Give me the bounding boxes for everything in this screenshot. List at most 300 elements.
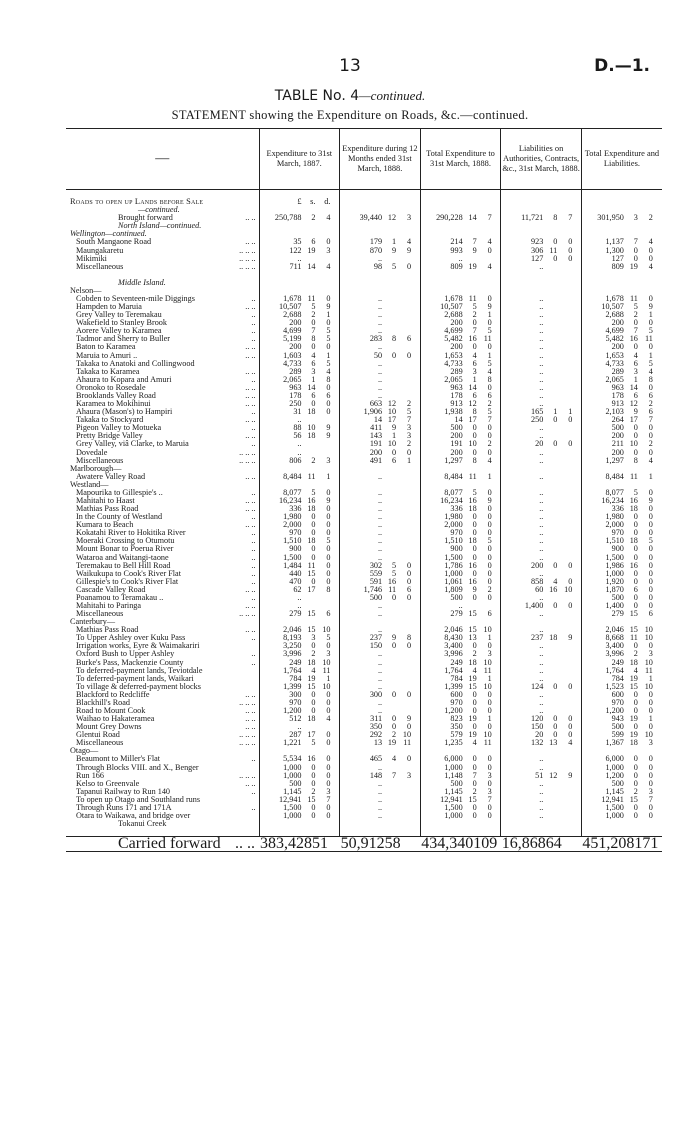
pounds: ..	[378, 496, 383, 505]
row-label-text: Nelson—	[70, 286, 102, 295]
amount-cell	[501, 489, 582, 497]
pence: 5	[326, 335, 331, 344]
pounds: 12,941	[601, 795, 624, 804]
row-label	[66, 755, 259, 763]
shillings: 11	[388, 585, 397, 594]
leader-dots: .. ..	[245, 521, 256, 530]
pounds: 200	[611, 432, 624, 441]
amount-cell	[501, 360, 582, 368]
amount-cell	[259, 505, 340, 513]
table-row	[66, 384, 662, 392]
pence: 11	[483, 335, 492, 344]
pounds: 292	[369, 731, 383, 740]
row-label	[66, 255, 259, 263]
row-label	[66, 335, 259, 343]
pence: 7	[487, 214, 492, 223]
shillings: 8	[472, 408, 477, 417]
pounds: 311	[370, 715, 383, 724]
amount-cell	[259, 287, 340, 295]
amount-cell	[259, 683, 340, 691]
amount-cell	[501, 626, 582, 634]
table-row	[66, 214, 662, 222]
shillings: 2	[472, 787, 477, 796]
table-row	[66, 545, 662, 553]
row-label-text: Teremakau to Bell Hill Road	[76, 561, 171, 570]
shillings: 0	[633, 642, 638, 651]
pence: 9	[489, 835, 498, 853]
pounds: 1,603	[283, 351, 302, 360]
shillings: 7	[392, 771, 397, 780]
table-row	[66, 788, 662, 796]
pence: 0	[326, 569, 331, 578]
pence: 0	[487, 593, 492, 602]
pounds: ..	[539, 367, 544, 376]
shillings: 0	[633, 723, 638, 732]
amount-cell	[501, 376, 582, 384]
pounds: 4,733	[283, 359, 302, 368]
amount-cell	[501, 457, 582, 465]
shillings: 0	[633, 254, 638, 263]
shillings: 18	[307, 658, 316, 667]
pounds: 1,906	[363, 408, 383, 417]
amount-cell	[259, 618, 340, 626]
amount-cell	[340, 271, 421, 279]
shillings: 19	[307, 246, 316, 255]
row-label-text: Mikimiki	[76, 254, 107, 263]
pounds: 1,510	[283, 537, 302, 546]
pounds: 148	[369, 771, 383, 780]
shillings: 4	[633, 666, 638, 675]
pence: 0	[407, 448, 412, 457]
pounds: 250	[289, 400, 302, 409]
row-label-text: Waikukupa to Cook's River Flat	[76, 569, 181, 578]
row-label-text: Pretty Bridge Valley	[76, 432, 143, 441]
shillings: 6	[633, 585, 638, 594]
row-label	[66, 263, 259, 271]
row-label-text: Poanamou to Teramakau ..	[76, 593, 164, 602]
pence: 4	[648, 238, 653, 247]
row-label-text: Mahitahi to Haast	[76, 496, 135, 505]
pounds: 8,077	[444, 488, 463, 497]
amount-cell	[340, 352, 421, 360]
pence: 4	[326, 367, 331, 376]
shillings: 4	[472, 351, 477, 360]
amount-cell	[420, 755, 501, 763]
table-row	[66, 707, 662, 715]
pounds: 2,065	[444, 375, 463, 384]
amount-cell	[501, 780, 582, 788]
pounds: ..	[539, 674, 544, 683]
amount-cell	[340, 440, 421, 448]
amount-cell	[501, 319, 582, 327]
amount-cell	[340, 214, 421, 222]
leader-dots: ..	[251, 593, 256, 602]
pence: 0	[648, 553, 653, 562]
shillings: 4	[472, 666, 477, 675]
shillings: 15	[307, 795, 316, 804]
amount-cell	[501, 416, 582, 424]
amount-cell	[259, 416, 340, 424]
amount-cell	[501, 497, 582, 505]
shillings: 18	[629, 739, 638, 748]
amount-cell	[420, 594, 501, 602]
shillings: 0	[633, 513, 638, 522]
shillings: 18	[307, 537, 316, 546]
amount-cell	[581, 699, 662, 707]
amount-cell	[259, 473, 340, 481]
pence: 1	[568, 408, 573, 417]
shillings: 0	[633, 343, 638, 352]
shillings: 2	[472, 311, 477, 320]
pence: 5	[407, 408, 412, 417]
pounds: ..	[378, 803, 383, 812]
pence: 10	[322, 682, 331, 691]
pence: 4	[648, 456, 653, 465]
pounds: 1,000	[605, 569, 624, 578]
table-row	[66, 562, 662, 570]
pounds: 1,000	[444, 763, 463, 772]
shillings: 18	[307, 505, 316, 514]
amount-cell	[420, 465, 501, 473]
amount-cell	[581, 513, 662, 521]
pounds: 211	[611, 440, 624, 449]
amount-cell	[340, 392, 421, 400]
amount-cell	[259, 578, 340, 586]
pounds: 2,688	[444, 311, 463, 320]
amount-cell	[420, 505, 501, 513]
pounds: 132	[531, 739, 544, 748]
pence: 3	[487, 771, 492, 780]
leader-dots: .. .. ..	[239, 610, 256, 619]
table-row	[66, 602, 662, 610]
amount-cell	[581, 440, 662, 448]
shillings: 0	[633, 577, 638, 586]
pounds: 663	[369, 400, 383, 409]
pounds: ..	[539, 472, 544, 481]
amount-cell	[340, 659, 421, 667]
amount-cell	[420, 610, 501, 618]
pounds: ..	[539, 545, 544, 554]
pounds: ..	[378, 383, 383, 392]
pence: 0	[326, 763, 331, 772]
shillings: 0	[553, 601, 558, 610]
amount-cell	[340, 319, 421, 327]
row-label-text: Maruia to Amuri ..	[76, 351, 138, 360]
row-label-text: Burke's Pass, Mackenzie County	[76, 658, 184, 667]
pounds: 200	[611, 343, 624, 352]
shillings: 0	[311, 763, 316, 772]
shillings: 11	[468, 295, 477, 304]
pounds: 1,145	[605, 787, 624, 796]
shillings: 10	[468, 440, 477, 449]
amount-cell	[420, 343, 501, 351]
pounds: 1,200	[444, 707, 463, 715]
pence: 0	[487, 505, 492, 514]
pounds: 1,367	[605, 739, 624, 748]
pounds: 200	[289, 319, 302, 328]
amount-cell	[420, 271, 501, 279]
column-header-row	[66, 129, 662, 190]
amount-cell	[501, 804, 582, 812]
amount-cell	[259, 586, 340, 594]
row-label-text: Cascade Valley Road	[76, 585, 146, 594]
amount-cell	[340, 263, 421, 271]
pounds: 491	[369, 456, 383, 465]
shillings: 6	[392, 456, 397, 465]
pounds: ..	[378, 327, 383, 336]
amount-cell	[581, 634, 662, 642]
amount-cell	[259, 376, 340, 384]
pence: 9	[648, 303, 653, 312]
shillings: 0	[311, 771, 316, 780]
pounds: 1,809	[444, 585, 463, 594]
shillings: 0	[472, 803, 477, 812]
pounds: 300	[289, 690, 302, 699]
shillings: 0	[553, 238, 558, 247]
pence: 10	[644, 682, 653, 691]
table-row	[66, 675, 662, 683]
pounds: ..	[539, 610, 544, 619]
row-label-text: Ahaura (Mason's) to Hampiri	[76, 408, 173, 417]
amount-cell	[420, 683, 501, 691]
pence: 0	[648, 763, 653, 772]
amount-cell	[340, 804, 421, 812]
pence: 0	[326, 771, 331, 780]
table-row	[66, 650, 662, 658]
pence: 0	[326, 408, 331, 417]
shillings: 0	[633, 601, 638, 610]
shillings: 12	[387, 400, 397, 409]
shillings: 5	[392, 569, 397, 578]
pounds: 8,077	[605, 488, 624, 497]
row-label	[66, 610, 259, 618]
pounds: ..	[378, 650, 383, 659]
pounds: 500	[611, 779, 624, 788]
pence: 1	[648, 715, 653, 724]
pence: 0	[487, 432, 492, 441]
pounds: 16,234	[278, 496, 302, 505]
amount-cell	[581, 360, 662, 368]
amount-cell	[259, 327, 340, 335]
pence: 3	[487, 650, 492, 659]
row-label	[66, 747, 259, 755]
amount-cell	[501, 222, 582, 230]
leader-dots: .. ..	[245, 343, 256, 352]
shillings: 19	[387, 739, 397, 748]
amount-cell	[340, 505, 421, 513]
pounds: 179	[369, 238, 383, 247]
amount-cell	[340, 247, 421, 255]
leader-dots: ..	[251, 295, 256, 304]
amount-cell	[420, 489, 501, 497]
amount-cell	[581, 255, 662, 263]
row-label-text: Mahitahi to Paringa	[76, 601, 142, 610]
pounds: 120	[531, 715, 544, 724]
table-row	[66, 352, 662, 360]
pounds: 279	[289, 610, 302, 619]
row-label	[66, 343, 259, 351]
row-label	[66, 311, 259, 319]
amount-cell	[259, 723, 340, 731]
table-body	[66, 190, 662, 837]
amount-cell	[501, 384, 582, 392]
amount-cell	[340, 602, 421, 610]
pence: 4	[487, 238, 492, 247]
table-row	[66, 699, 662, 707]
pence: 0	[326, 238, 331, 247]
pounds: 1,764	[283, 666, 302, 675]
amount-cell	[259, 279, 340, 287]
amount-cell	[259, 594, 340, 602]
pounds: 191	[369, 440, 383, 449]
pounds: ..	[539, 553, 544, 562]
amount-cell	[581, 327, 662, 335]
amount-cell	[420, 327, 501, 335]
shillings: 19	[629, 731, 638, 740]
pence: 9	[326, 424, 331, 433]
amount-cell	[501, 537, 582, 545]
shillings: 5	[472, 488, 477, 497]
amount-cell	[581, 449, 662, 457]
shillings: 15	[629, 682, 638, 691]
pounds: ..	[458, 254, 463, 263]
row-label	[66, 691, 259, 699]
shillings: 0	[472, 723, 477, 732]
amount-cell	[581, 295, 662, 303]
table-title-suffix: —continued.	[359, 88, 426, 103]
amount-cell	[501, 723, 582, 731]
amount-cell	[420, 586, 501, 594]
shillings: 4	[633, 351, 638, 360]
amount-cell	[259, 731, 340, 739]
pence: 5	[326, 359, 331, 368]
pounds: 31	[293, 408, 302, 417]
amount-cell	[420, 650, 501, 658]
pence: 5	[487, 408, 492, 417]
row-label-text: In the County of Westland	[76, 513, 163, 522]
amount-cell	[420, 723, 501, 731]
pounds: ..	[539, 642, 544, 651]
pence: 11	[644, 666, 653, 675]
row-label	[66, 659, 259, 667]
pounds: ..	[539, 391, 544, 400]
leader-dots: ..	[251, 658, 256, 667]
shillings: 15	[468, 795, 477, 804]
pounds: 237	[531, 634, 544, 643]
pence: 4	[568, 739, 573, 748]
pounds: ..	[297, 601, 302, 610]
pence: 6	[648, 610, 653, 619]
amount-cell	[340, 837, 421, 852]
pence: 1	[407, 456, 412, 465]
pence: 0	[648, 593, 653, 602]
shillings: 0	[472, 553, 477, 562]
shillings: 10	[387, 408, 397, 417]
shillings: 0	[472, 432, 477, 441]
amount-cell	[340, 699, 421, 707]
pounds: ..	[539, 569, 544, 578]
pence: 3	[407, 424, 412, 433]
amount-cell	[420, 424, 501, 432]
pounds: 191	[450, 440, 463, 449]
amount-cell	[501, 214, 582, 222]
row-label	[66, 424, 259, 432]
leader-dots: ..	[251, 408, 256, 417]
amount-cell	[340, 642, 421, 650]
row-label	[66, 667, 259, 675]
amount-cell	[501, 731, 582, 739]
pounds: 1,653	[444, 351, 463, 360]
amount-cell	[581, 408, 662, 416]
pence: 0	[487, 488, 492, 497]
shillings: 8	[311, 335, 316, 344]
pence: 3	[648, 739, 653, 748]
pence: 0	[487, 424, 492, 433]
pence: 11	[322, 666, 331, 675]
amount-cell	[259, 780, 340, 788]
row-label-text: Takaka to Anatoki and Collingwood	[76, 359, 195, 368]
shillings: 4	[311, 351, 316, 360]
shillings: 11	[629, 472, 638, 481]
shillings: 18	[468, 537, 477, 546]
pence: 4	[326, 715, 331, 724]
amount-cell	[259, 271, 340, 279]
pounds: ..	[539, 335, 544, 344]
shillings: 6	[633, 391, 638, 400]
pounds: 923	[531, 238, 544, 247]
shillings: 0	[392, 593, 397, 602]
leader-dots: .. ..	[245, 585, 256, 594]
shillings: 0	[311, 521, 316, 530]
leader-dots: ..	[251, 787, 256, 796]
amount-cell	[501, 820, 582, 828]
amount-cell	[501, 432, 582, 440]
amount-cell	[340, 368, 421, 376]
amount-cell	[420, 659, 501, 667]
leader-dots: .. .. ..	[239, 456, 256, 465]
pence: 4	[326, 214, 331, 223]
table-row	[66, 424, 662, 432]
pence: 3	[326, 456, 331, 465]
leader-dots: .. .. ..	[239, 254, 256, 263]
pounds: 4,699	[605, 327, 624, 336]
amount-cell	[259, 465, 340, 473]
shillings: 0	[633, 448, 638, 457]
row-label	[66, 214, 259, 222]
pounds: ..	[378, 658, 383, 667]
pence: 0	[648, 254, 653, 263]
pence: 9	[326, 496, 331, 505]
shillings: 5	[633, 488, 638, 497]
shillings: 0	[472, 521, 477, 530]
amount-cell	[259, 788, 340, 796]
pence: 3	[648, 650, 653, 659]
amount-cell	[340, 675, 421, 683]
shillings: 7	[311, 327, 316, 336]
table-row	[66, 529, 662, 537]
amount-cell	[501, 562, 582, 570]
amount-cell	[259, 319, 340, 327]
shillings: 2	[311, 214, 316, 223]
amount-cell	[259, 667, 340, 675]
row-label-text: Takaka to Stockyard	[76, 416, 144, 425]
pence: 1	[487, 715, 492, 724]
row-label-text: Oxford Bush to Upper Ashley	[76, 650, 175, 659]
amount-cell	[259, 812, 340, 820]
table-row	[66, 513, 662, 521]
pounds: 8,430	[444, 634, 463, 643]
table-row	[66, 335, 662, 343]
